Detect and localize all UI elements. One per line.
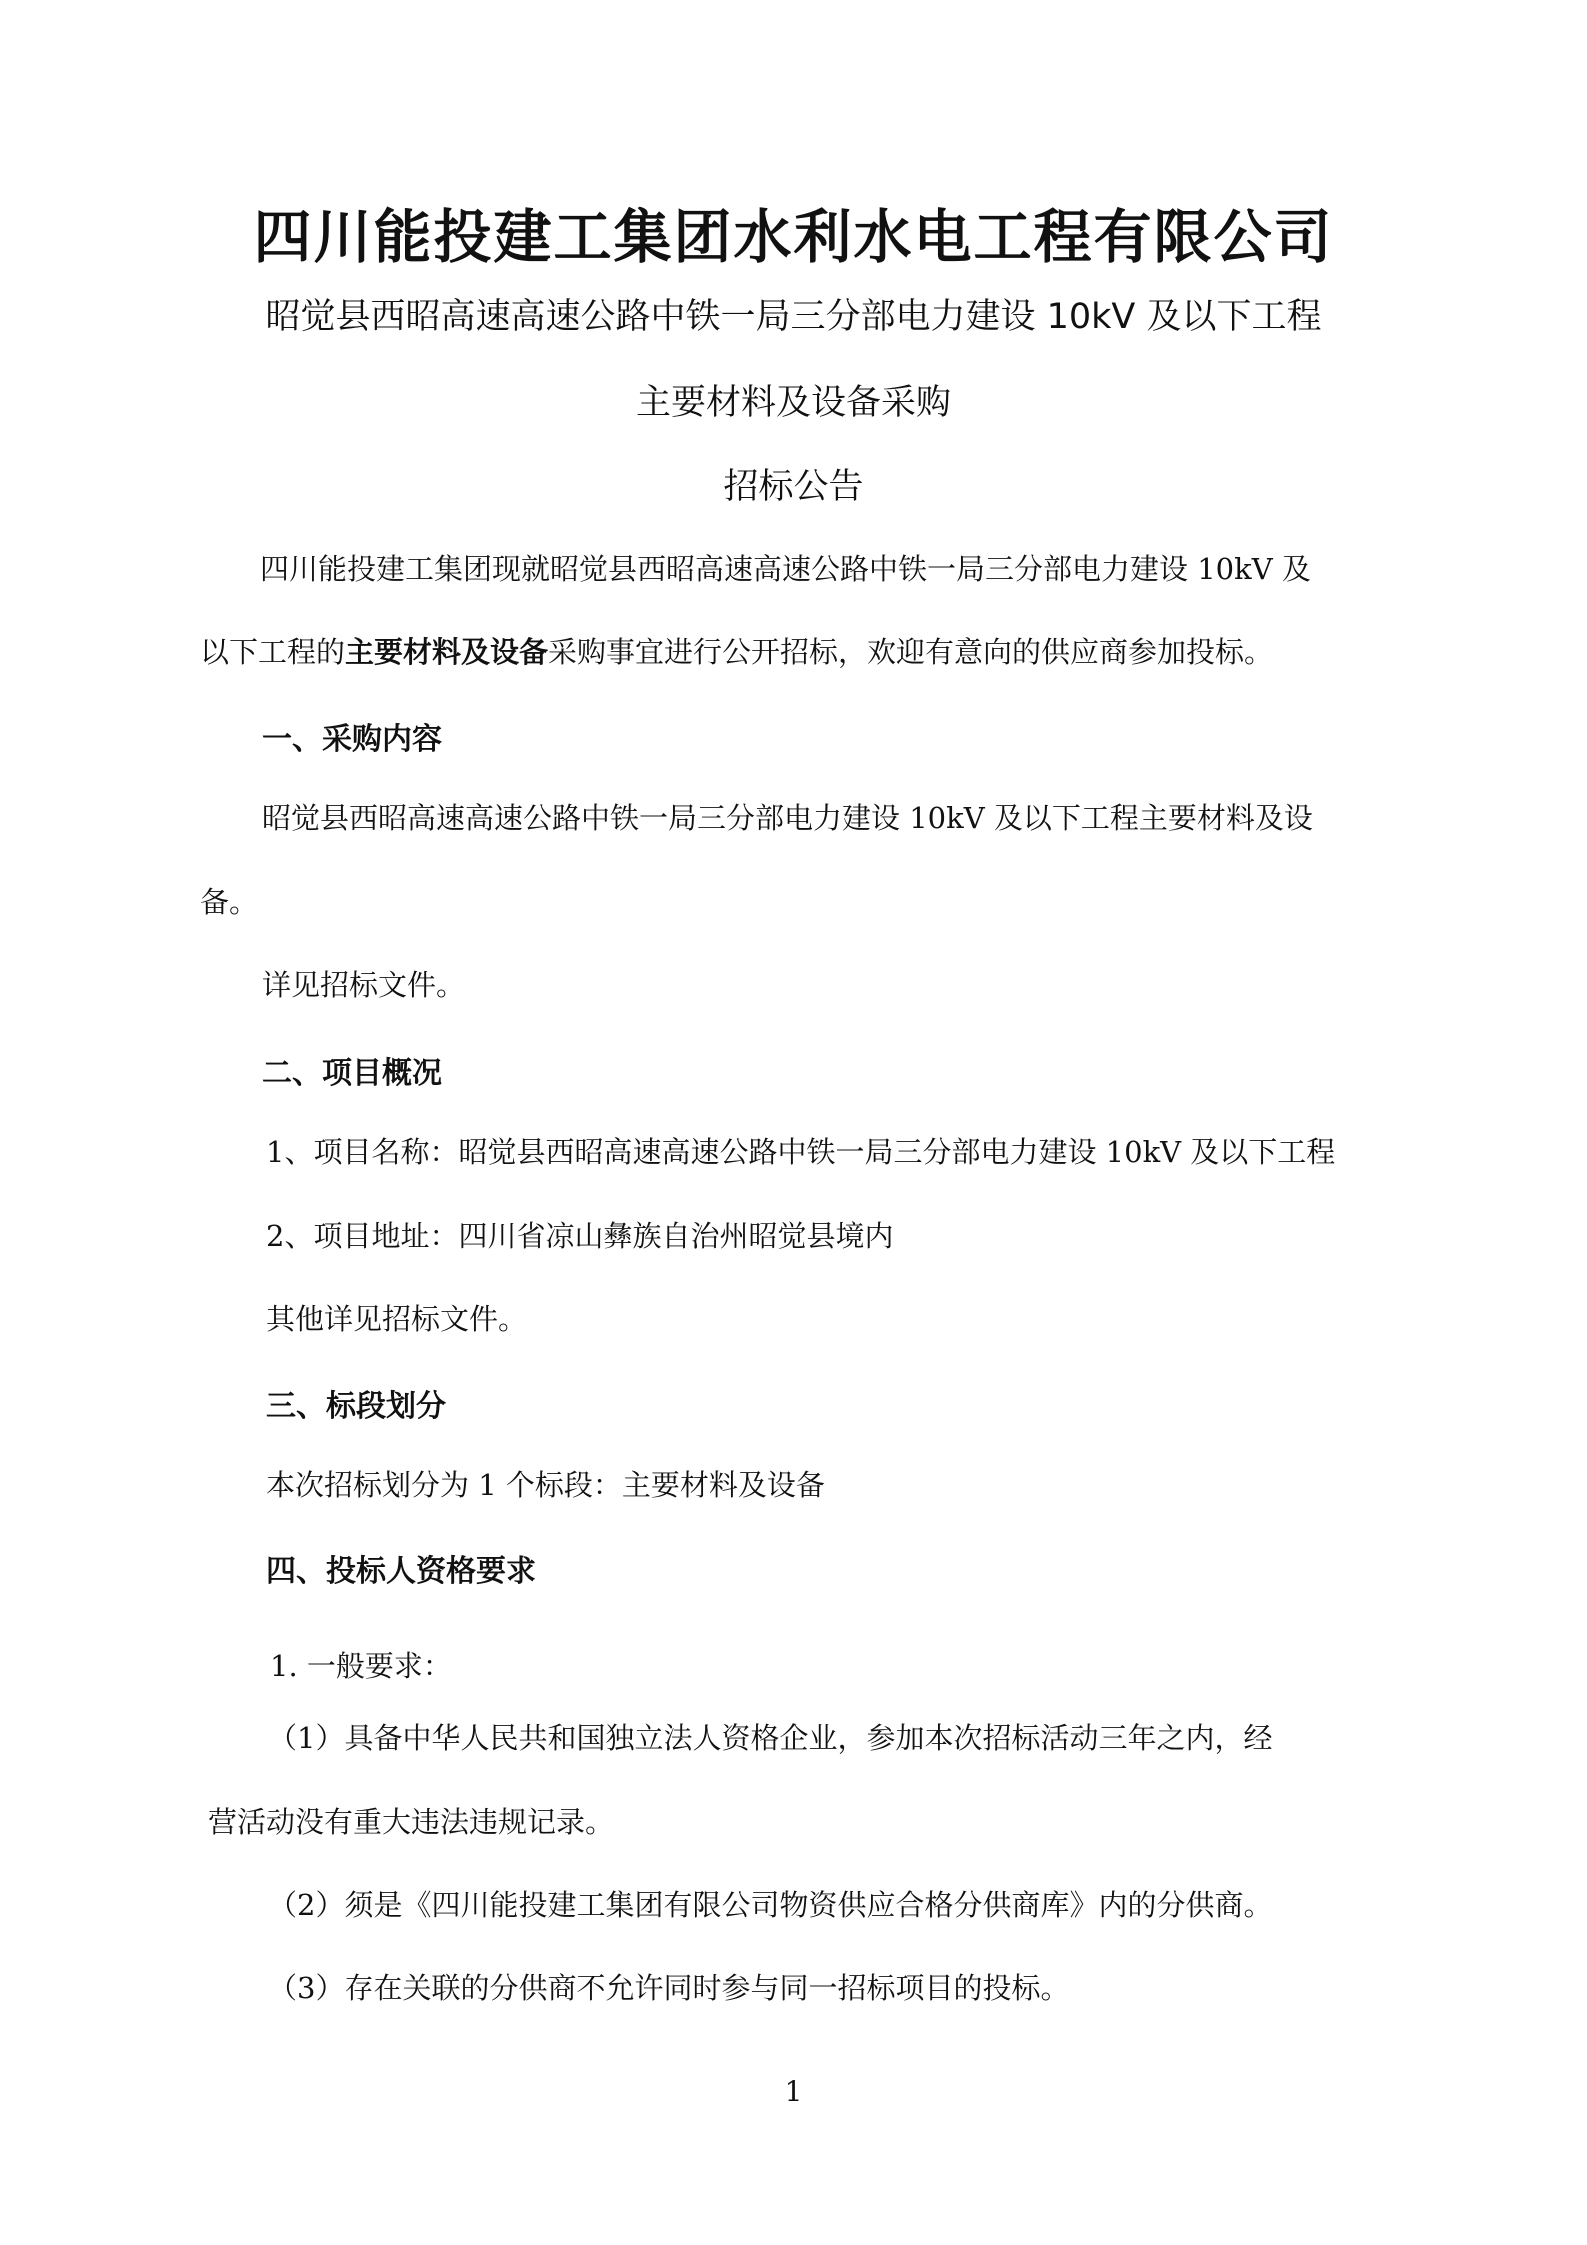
- section4-req2: （2）须是《四川能投建工集团有限公司物资供应合格分供商库》内的分供商。: [268, 1888, 1273, 1922]
- page-number: 1: [784, 2075, 803, 2108]
- section4-heading: 四、投标人资格要求: [266, 1554, 536, 1589]
- project-title-line2: 主要材料及设备采购: [635, 383, 951, 423]
- section4-general: 1. 一般要求：: [270, 1649, 452, 1683]
- section4-req1-line1: （1）具备中华人民共和国独立法人资格企业，参加本次招标活动三年之内，经: [268, 1721, 1273, 1755]
- intro-line2: [200, 630, 1273, 671]
- intro-line2-post: 采购事宜进行公开招标，欢迎有意向的供应商参加投标。: [548, 635, 1274, 669]
- section1-line3: 详见招标文件。: [262, 968, 466, 1002]
- section2-item1: 1、项目名称：昭觉县西昭高速高速公路中铁一局三分部电力建设 10kV 及以下工程: [266, 1135, 1336, 1169]
- section1-heading: 一、采购内容: [262, 722, 442, 757]
- section4-req3: （3）存在关联的分供商不允许同时参与同一招标项目的投标。: [268, 1971, 1070, 2005]
- intro-line1: 四川能投建工集团现就昭觉县西昭高速高速公路中铁一局三分部电力建设 10kV 及: [260, 552, 1311, 586]
- notice-title: 招标公告: [723, 467, 864, 507]
- section1-line1: 昭觉县西昭高速高速公路中铁一局三分部电力建设 10kV 及以下工程主要材料及设: [262, 801, 1313, 835]
- section2-item2: 2、项目地址：四川省凉山彝族自治州昭觉县境内: [266, 1219, 894, 1253]
- section2-heading: 二、项目概况: [262, 1056, 442, 1091]
- intro-line2-bold: 主要材料及设备: [345, 635, 549, 669]
- section3-heading: 三、标段划分: [266, 1389, 446, 1424]
- project-title-line1: 昭觉县西昭高速高速公路中铁一局三分部电力建设 10kV 及以下工程: [265, 297, 1322, 337]
- section3-line1: 本次招标划分为 1 个标段：主要材料及设备: [266, 1468, 825, 1502]
- section2-other: 其他详见招标文件。: [266, 1302, 528, 1336]
- section1-line2: 备。: [200, 885, 259, 919]
- section4-req1-line2: 营活动没有重大违法违规记录。: [208, 1805, 615, 1839]
- company-title: 四川能投建工集团水利水电工程有限公司: [253, 203, 1334, 271]
- intro-line2-pre: 以下工程的: [200, 635, 346, 669]
